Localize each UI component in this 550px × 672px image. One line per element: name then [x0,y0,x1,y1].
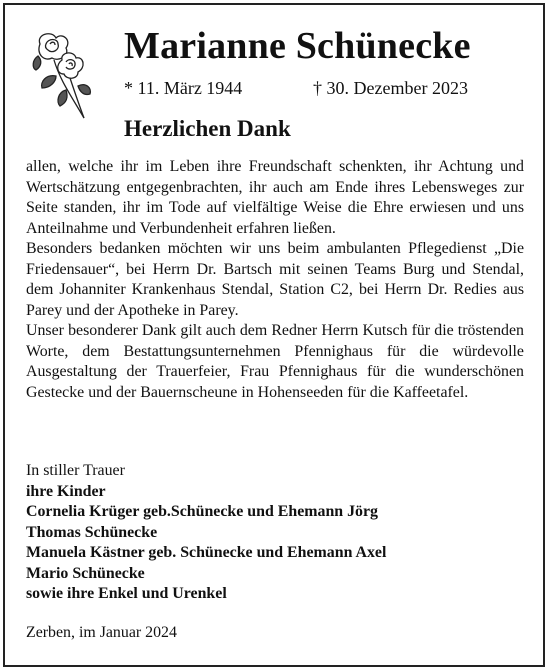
message-body [26,157,524,403]
mourner-line: Manuela Kästner geb. Schünecke und Ehemann Axel [26,544,387,561]
rose-icon [26,30,96,122]
birth-date: * 11. März 1944 [124,78,243,98]
mourner-line: Thomas Schünecke [26,523,158,541]
death-date: † 30. Dezember 2023 [313,78,468,98]
deceased-name: Marianne Schünecke [124,25,471,67]
place-date: Zerben, im Januar 2024 [26,624,177,641]
mourner-line: Cornelia Krüger geb.Schünecke und Ehemann Jörg [26,503,378,520]
paragraph-1: allen, welche ihr im Leben ihre Freundschaft schenkten, ihr Achtung und Wertschätzung entgegenbrachten, ihr auch am Ende ihres Lebensweges zur Seite standen, ihr im Tode auf vielfältige Weise die Ehre erwiesen und uns Anteilnahme und Verbundenheit erfahren ließen. [26,158,524,237]
mourner-line: Mario Schünecke [26,564,145,582]
mourner-line: ihre Kinder [26,482,106,500]
paragraph-3: Unser besonderer Dank gilt auch dem Redner Herrn Kutsch für die tröstenden Worte, dem Bestattungsunternehmen Pfennighaus für die würdevolle Ausgestaltung der Trauerfeier, Frau Pfennighaus für die wunderschönen Gestecke und der Bauernscheune in Hohenseeden für die Kaffeetafel. [26,322,524,401]
mourner-line: sowie ihre Enkel und Urenkel [26,585,227,602]
thanks-heading: Herzlichen Dank [124,116,291,141]
paragraph-2: Besonders bedanken möchten wir uns beim ambulanten Pflegedienst „Die Friedensauer“, bei Herrn Dr. Bartsch mit seinen Teams Burg und Stendal, dem Johanniter Krankenhaus Stendal, Station C2, bei Herrn Dr. Redies aus Parey und der Apotheke in Parey. [26,240,524,319]
signature-block [26,461,524,605]
signature-intro: In stiller Trauer [26,462,125,479]
